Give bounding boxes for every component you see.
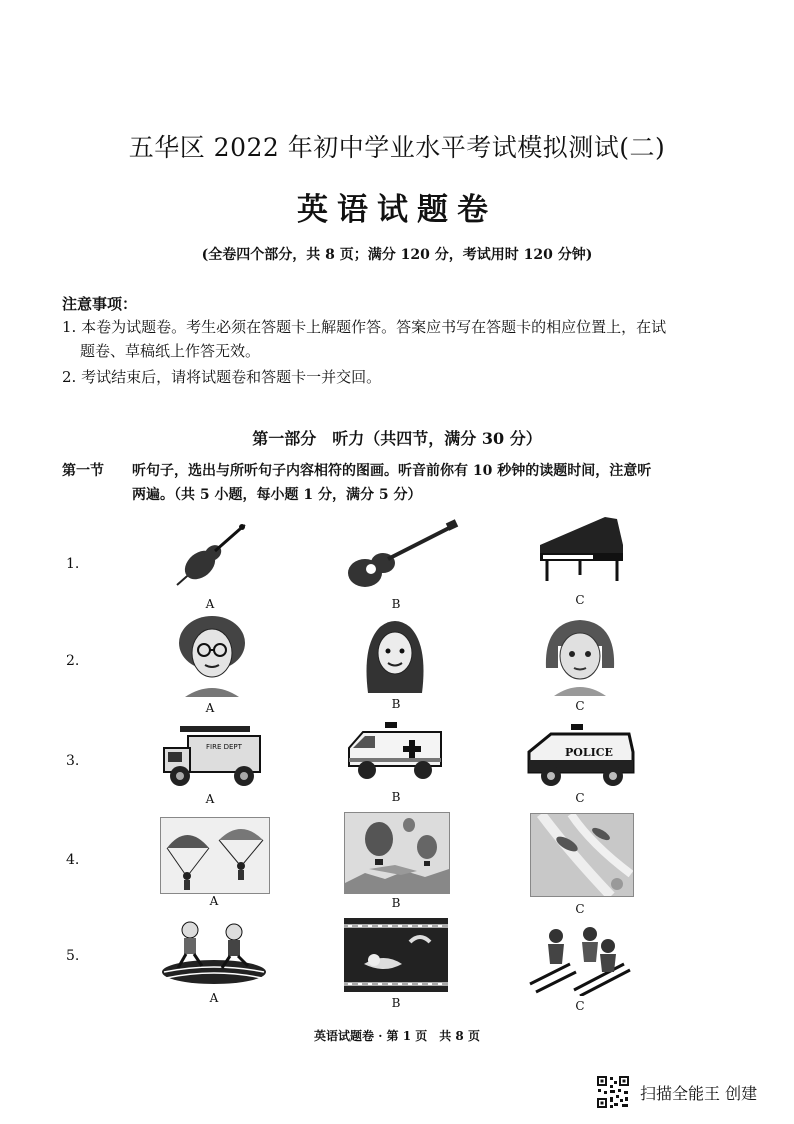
qr-code-icon[interactable] xyxy=(596,1075,630,1109)
option-label: B xyxy=(391,697,401,711)
swimming-icon xyxy=(344,918,448,992)
section-label: 第一节 xyxy=(62,463,104,479)
skydiving-icon xyxy=(160,817,270,894)
notice-item-1 xyxy=(62,315,722,363)
option-label: B xyxy=(391,597,401,611)
option-label: B xyxy=(391,896,401,910)
option-label: A xyxy=(209,894,219,908)
option-label: A xyxy=(209,991,219,1005)
exam-info: (全卷四个部分，共 8 页；满分 120 分，考试用时 120 分钟) xyxy=(201,247,593,263)
section-line-2: 两遍。（共 5 小题，每小题 1 分，满分 5 分） xyxy=(132,487,422,503)
option-label: B xyxy=(391,790,401,804)
option-label: C xyxy=(575,902,585,916)
scanner-watermark: 扫描全能王 创建 xyxy=(640,1084,758,1103)
woman-long-hair-icon xyxy=(360,615,430,695)
exam-title: 五华区 2022 年初中学业水平考试模拟测试(二) xyxy=(128,133,666,162)
rafting-icon xyxy=(530,813,634,897)
ambulance-icon xyxy=(345,720,445,786)
section-1-instructions xyxy=(62,459,732,507)
option-label: C xyxy=(575,593,585,607)
section-line-1: 听句子，选出与所听句子内容相符的图画。听音前你有 10 秒钟的读题时间，注意听 xyxy=(132,463,652,479)
fire-dept-text: FIRE DEPT xyxy=(206,743,242,751)
question-number: 1. xyxy=(66,556,80,572)
running-icon xyxy=(160,918,268,990)
part-1-title: 第一部分 听力（共四节，满分 30 分） xyxy=(252,429,542,448)
option-label: B xyxy=(391,996,401,1010)
question-number: 2. xyxy=(66,653,80,669)
notice-item-2: 2. 考试结束后，请将试题卷和答题卡一并交回。 xyxy=(62,368,382,386)
skiing-icon xyxy=(528,924,632,996)
option-label: C xyxy=(575,699,585,713)
page-footer: 英语试题卷 · 第 1 页 共 8 页 xyxy=(314,1029,480,1043)
fire-truck-icon xyxy=(160,722,265,790)
option-label: A xyxy=(205,701,215,715)
violin-icon xyxy=(165,517,255,592)
question-number: 5. xyxy=(66,948,80,964)
guitar-icon xyxy=(343,517,463,592)
piano-icon xyxy=(535,515,630,585)
hot-air-balloon-icon xyxy=(344,812,450,894)
notice-item-1-line-2: 题卷、草稿纸上作答无效。 xyxy=(80,342,261,360)
police-car-icon xyxy=(525,722,637,790)
woman-short-hair-icon xyxy=(540,616,620,696)
option-label: C xyxy=(575,999,585,1013)
exam-subtitle: 英语试题卷 xyxy=(297,192,497,228)
option-label: C xyxy=(575,791,585,805)
option-label: A xyxy=(205,597,215,611)
notice-item-1-line-1: 1. 本卷为试题卷。考生必须在答题卡上解题作答。答案应书写在答题卡的相应位置上，在试 xyxy=(62,318,667,336)
notice-heading: 注意事项： xyxy=(62,295,138,313)
question-number: 3. xyxy=(66,753,80,769)
police-text: POLICE xyxy=(565,746,613,759)
woman-glasses-icon xyxy=(175,613,250,698)
question-number: 4. xyxy=(66,852,80,868)
option-label: A xyxy=(205,792,215,806)
